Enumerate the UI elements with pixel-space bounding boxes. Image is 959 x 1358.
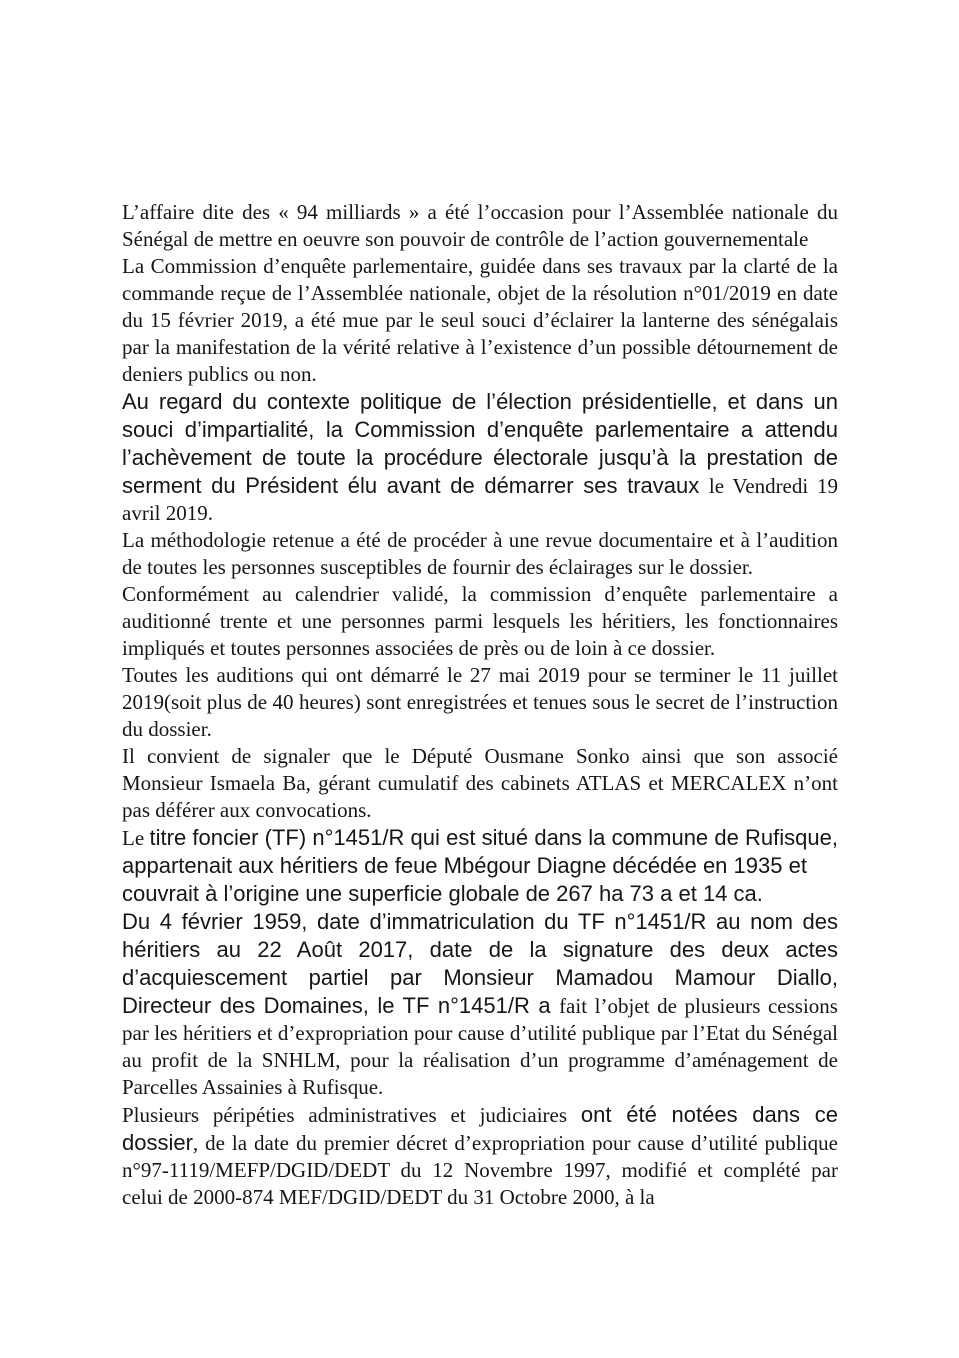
paragraph-contexte-politique <box>122 388 838 527</box>
paragraph-methodologie <box>122 527 838 581</box>
text-segment: Toutes les auditions qui ont démarré le 27 mai 2019 pour se terminer le 11 juillet 2019(soit plus de 40 heures) sont enregistrées et tenues sous le secret de l’instruction du dossier. <box>122 663 838 741</box>
paragraph-sonko-convocations <box>122 743 838 824</box>
text-segment: Conformément au calendrier validé, la commission d’enquête parlementaire a auditionné trente et une personnes parmi lesquels les héritiers, les fonctionnaires impliqués et toutes personnes associées de près ou de loin à ce dossier. <box>122 582 838 660</box>
text-segment: fait l’objet de plusieurs cessions par les héritiers et d’expropriation pour cause d’utilité publique par l’Etat du Sénégal au profit de la SNHLM, pour la réalisation d’un programme d’aménagement de Parcelles Assainies à Rufisque. <box>122 994 838 1099</box>
paragraph-calendrier-auditions <box>122 581 838 662</box>
text-segment: La Commission d’enquête parlementaire, guidée dans ses travaux par la clarté de la commande reçue de l’Assemblée nationale, objet de la résolution n°01/2019 en date du 15 février 2019, a été mue par le seul souci d’éclairer la lanterne des sénégalais par la manifestation de la vérité relative à l’existence d’un possible détournement de deniers publics ou non. <box>122 254 838 386</box>
text-segment: couvrait à l’origine une superficie globale de 267 ha 73 a et 14 ca. <box>122 881 763 906</box>
paragraph-duree-auditions <box>122 662 838 743</box>
text-segment: La méthodologie retenue a été de procéder à une revue documentaire et à l’audition de toutes les personnes susceptibles de fournir des éclairages sur le dossier. <box>122 528 838 579</box>
text-segment: Plusieurs péripéties administratives et judiciaires <box>122 1103 581 1127</box>
text-segment: titre foncier (TF) n°1451/R qui est situé dans la commune de Rufisque, appartenait aux héritiers de feue Mbégour Diagne décédée en 1935 et <box>122 825 838 878</box>
paragraph-commission-enquete <box>122 253 838 388</box>
paragraph-affaire-94-milliards <box>122 199 838 253</box>
paragraph-immatriculation-cessions <box>122 908 838 1101</box>
text-segment: Il convient de signaler que le Député Ousmane Sonko ainsi que son associé Monsieur Ismaela Ba, gérant cumulatif des cabinets ATLAS et MERCALEX n’ont pas déférer aux convocations. <box>122 744 838 822</box>
text-segment: le Vendredi 19 avril 2019. <box>122 474 838 525</box>
text-segment: Le <box>122 826 150 850</box>
paragraph-titre-foncier <box>122 824 838 908</box>
document-content <box>122 199 838 1211</box>
paragraph-peripeties <box>122 1101 838 1211</box>
text-segment: Du 4 février 1959, date d’immatriculation du TF n°1451/R au nom des héritiers au 22 Août 2017, date de la signature des deux actes d’acquiescement partiel par Monsieur Mamadou Mamour Diallo, Directeur des Domaines, le TF n°1451/R a <box>122 909 838 1018</box>
text-segment: L’affaire dite des « 94 milliards » a été l’occasion pour l’Assemblée nationale du Sénégal de mettre en oeuvre son pouvoir de contrôle de l’action gouvernementale <box>122 200 838 251</box>
text-segment: ont été notées dans ce dossier <box>122 1102 838 1155</box>
text-segment: , de la date du premier décret d’expropriation pour cause d’utilité publique n°97-1119/MEFP/DGID/DEDT du 12 Novembre 1997, modifié et complété par celui de 2000-874 MEF/DGID/DEDT du 31 Octobre 2000, à la <box>122 1131 838 1209</box>
text-segment: Au regard du contexte politique de l’élection présidentielle, et dans un souci d’impartialité, la Commission d’enquête parlementaire a attendu l’achèvement de toute la procédure électorale jusqu’à la prestation de serment du Président élu avant de démarrer ses travaux <box>122 389 838 498</box>
